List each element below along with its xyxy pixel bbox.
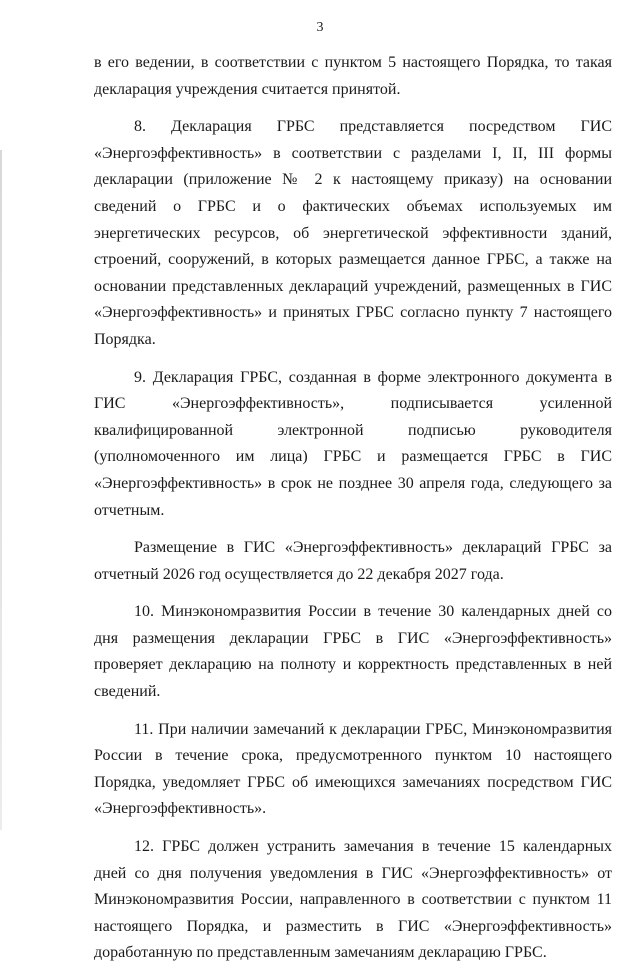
paragraph-item-10: 10. Минэкономразвития России в течение 30 календарных дней со дня размещения декларации ГРБС в ГИС «Энергоэффективность» проверяет декларацию на полноту и корректность представленных в ней сведений. (94, 603, 612, 701)
paragraph-continuation: в его ведении, в соответствии с пунктом 5 настоящего Порядка, то такая декларация учреждения считается принятой. (94, 54, 612, 98)
paragraph-item-8: 8. Декларация ГРБС представляется посредством ГИС «Энергоэффективность» в соответствии с разделами I, II, III формы декларации (приложение № 2 к настоящему приказу) на основании сведений о ГРБС и о фактических объемах используемых им энергетических ресурсов, об энергетической эффективности зданий, строений, сооружений, в которых размещается данное ГРБС, а также на основании представленных деклараций учреждений, размещенных в ГИС «Энергоэффективность» и принятых ГРБС согласно пункту 7 настоящего Порядка. (94, 118, 612, 348)
page-number: 3 (316, 20, 324, 35)
document-body (94, 50, 612, 967)
scan-edge-shadow (0, 150, 2, 830)
paragraph-item-12: 12. ГРБС должен устранить замечания в течение 15 календарных дней со дня получения уведомления в ГИС «Энергоэффективность» от Минэкономразвития России, направленного в соответствии с пунктом 11 настоящего Порядка, и разместить в ГИС «Энергоэффективность» доработанную по представленным замечаниям декларацию ГРБС. (94, 838, 612, 962)
paragraph-item-9-note: Размещение в ГИС «Энергоэффективность» деклараций ГРБС за отчетный 2026 год осуществляется до 22 декабря 2027 года. (94, 539, 612, 583)
paragraph-item-9: 9. Декларация ГРБС, созданная в форме электронного документа в ГИС «Энергоэффективность», подписывается усиленной квалифицированной электронной подписью руководителя (уполномоченного им лица) ГРБС и размещается ГРБС в ГИС «Энергоэффективность» в срок не позднее 30 апреля года, следующего за отчетным. (94, 368, 612, 519)
paragraph-item-11: 11. При наличии замечаний к декларации ГРБС, Минэкономразвития России в течение срока, предусмотренного пунктом 10 настоящего Порядка, уведомляет ГРБС об имеющихся замечаниях посредством ГИС «Энергоэффективность». (94, 720, 612, 818)
